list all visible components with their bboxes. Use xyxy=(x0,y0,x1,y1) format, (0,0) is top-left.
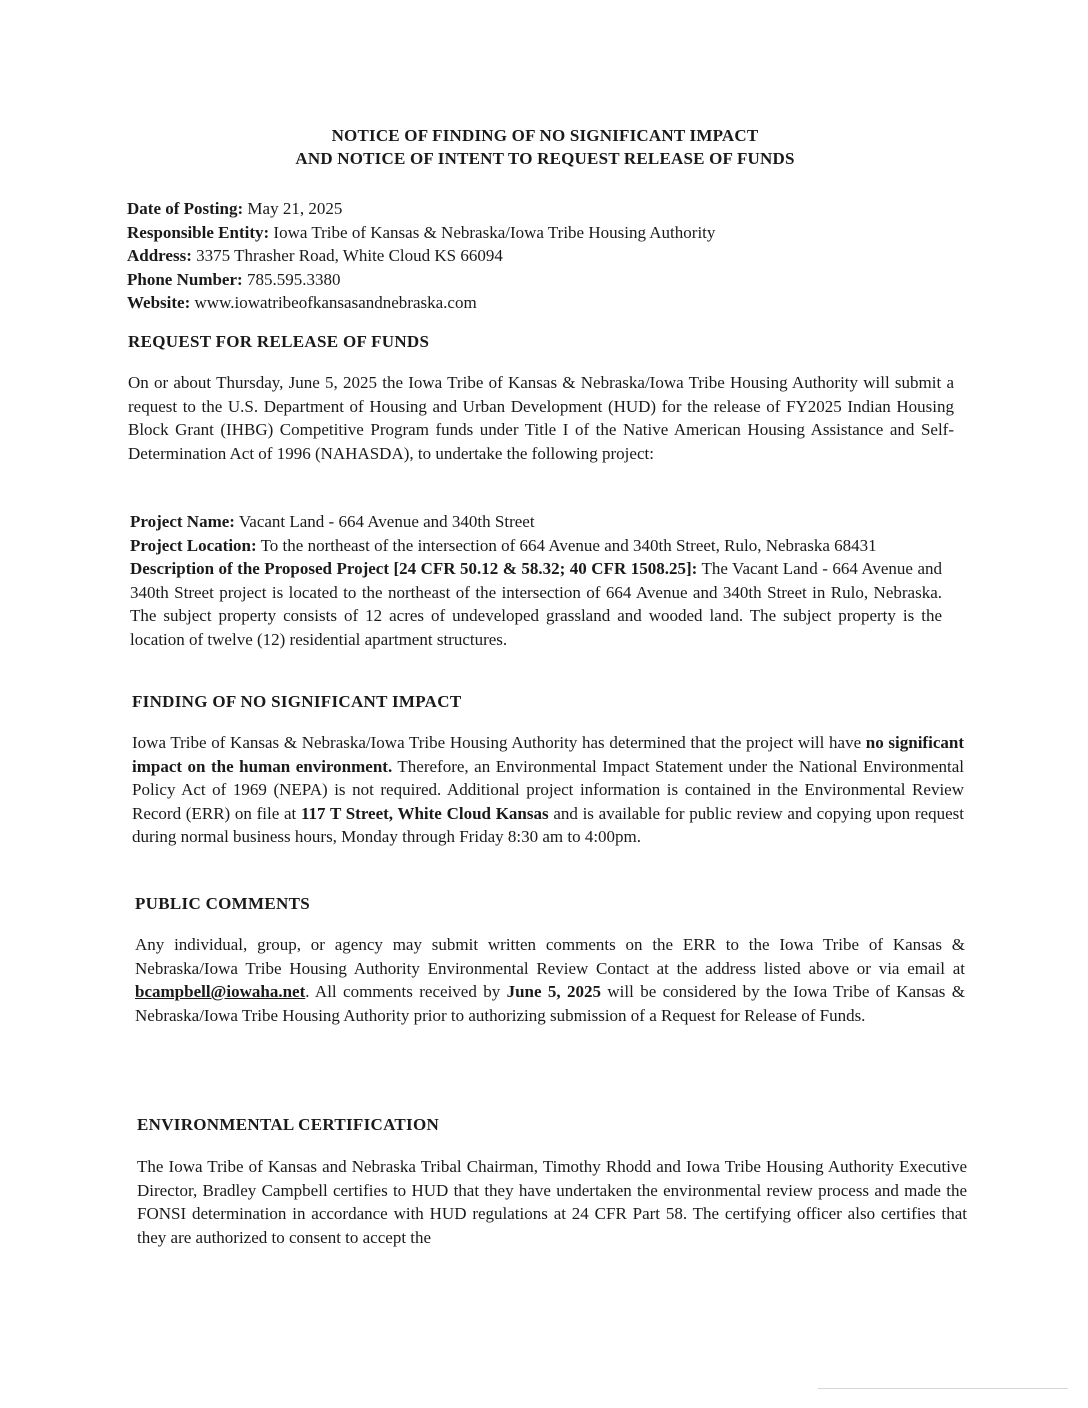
project-name-value: Vacant Land - 664 Avenue and 340th Street xyxy=(234,512,535,531)
date-label: Date of Posting: xyxy=(127,199,244,218)
comments-body xyxy=(135,933,965,1027)
fonsi-heading: FINDING OF NO SIGNIFICANT IMPACT xyxy=(132,692,462,711)
project-name-label: Project Name: xyxy=(130,512,235,531)
project-location-label: Project Location: xyxy=(130,535,257,555)
fonsi-text-3: and is available for public review and copying upon request during normal business hours, Monday through Friday 8:30 am to 4:00pm. xyxy=(132,803,964,846)
title-line-1: NOTICE OF FINDING OF NO SIGNIFICANT IMPACT xyxy=(331,126,759,145)
fonsi-text-1: Iowa Tribe of Kansas & Nebraska/Iowa Tribe Housing Authority has determined that the project will have xyxy=(132,733,866,752)
contact-email-link[interactable]: bcampbell@iowaha.net xyxy=(135,982,306,1001)
website xyxy=(127,291,715,315)
entity-value: Iowa Tribe of Kansas & Nebraska/Iowa Tribe Housing Authority xyxy=(269,222,716,242)
project-location-value: To the northeast of the intersection of 664 Avenue and 340th Street, Rulo, Nebraska 68431 xyxy=(256,535,877,555)
document-title xyxy=(200,124,890,170)
comments-heading: PUBLIC COMMENTS xyxy=(135,894,310,913)
comments-text-3: will be considered by the Iowa Tribe of Kansas & Nebraska/Iowa Tribe Housing Authority prior to authorizing submission of a Request for Release of Funds. xyxy=(135,982,965,1025)
rrof-body: On or about Thursday, June 5, 2025 the Iowa Tribe of Kansas & Nebraska/Iowa Tribe Housing Authority will submit a request to the U.S. Department of Housing and Urban Development (HUD) for the release of FY2025 Indian Housing Block Grant (IHBG) Competitive Program funds under Title I of the Native American Housing Assistance and Self-Determination Act of 1996 (NAHASDA), to undertake the following project: xyxy=(128,373,954,463)
date-value: May 21, 2025 xyxy=(243,199,343,218)
phone-number xyxy=(127,268,715,292)
project-location xyxy=(130,534,942,558)
notice-meta xyxy=(127,197,715,315)
project-description-value: The Vacant Land - 664 Avenue and 340th Street project is located to the northeast of the intersection of 664 Avenue and 340th Street in Rulo, Nebraska. The subject property consists of 12 acres of undeveloped grassland and wooded land. The subject property is the location of twelve (12) residential apartment structures. xyxy=(130,559,943,649)
date-of-posting xyxy=(127,197,715,221)
comments-text-2: . All comments received by xyxy=(305,982,507,1001)
comments-text-1: Any individual, group, or agency may submit written comments on the ERR to the Iowa Tribe of Kansas & Nebraska/Iowa Tribe Housing Authority Environmental Review Contact at the address listed above or via email at xyxy=(135,935,965,978)
project-description-label: Description of the Proposed Project [24 CFR 50.12 & 58.32; 40 CFR 1508.25]: xyxy=(130,559,698,578)
responsible-entity xyxy=(127,221,715,245)
address-label: Address: xyxy=(127,246,192,265)
entity-label: Responsible Entity: xyxy=(127,222,270,242)
rrof-heading: REQUEST FOR RELEASE OF FUNDS xyxy=(128,332,430,351)
comments-deadline: June 5, 2025 xyxy=(506,982,602,1001)
phone-value: 785.595.3380 xyxy=(242,269,341,289)
project-description xyxy=(130,557,942,651)
fonsi-text-2: Therefore, an Environmental Impact Statement under the National Environmental Policy Act of 1969 (NEPA) is not required. Additional project information is contained in the Environmental Review Record (ERR) on file at xyxy=(132,756,964,823)
project-details xyxy=(130,510,942,651)
footer-divider xyxy=(818,1388,1068,1389)
fonsi-body xyxy=(132,731,964,849)
certification-body: The Iowa Tribe of Kansas and Nebraska Tribal Chairman, Timothy Rhodd and Iowa Tribe Housing Authority Executive Director, Bradley Campbell certifies to HUD that they have undertaken the environmental review process and made the FONSI determination in accordance with HUD regulations at 24 CFR Part 58. The certifying officer also certifies that they are authorized to consent to accept the xyxy=(137,1157,967,1247)
project-name xyxy=(130,510,942,534)
address xyxy=(127,244,715,268)
website-value: www.iowatribeofkansasandnebraska.com xyxy=(190,293,477,312)
address-value: 3375 Thrasher Road, White Cloud KS 66094 xyxy=(191,246,503,265)
website-label: Website: xyxy=(127,293,191,312)
certification-heading: ENVIRONMENTAL CERTIFICATION xyxy=(137,1115,440,1134)
title-line-2: AND NOTICE OF INTENT TO REQUEST RELEASE OF FUNDS xyxy=(295,149,795,168)
phone-label: Phone Number: xyxy=(127,269,243,289)
fonsi-bold-2: 117 T Street, White Cloud Kansas xyxy=(300,803,549,823)
fonsi-bold-1: no significant impact on the human environment. xyxy=(132,733,964,776)
